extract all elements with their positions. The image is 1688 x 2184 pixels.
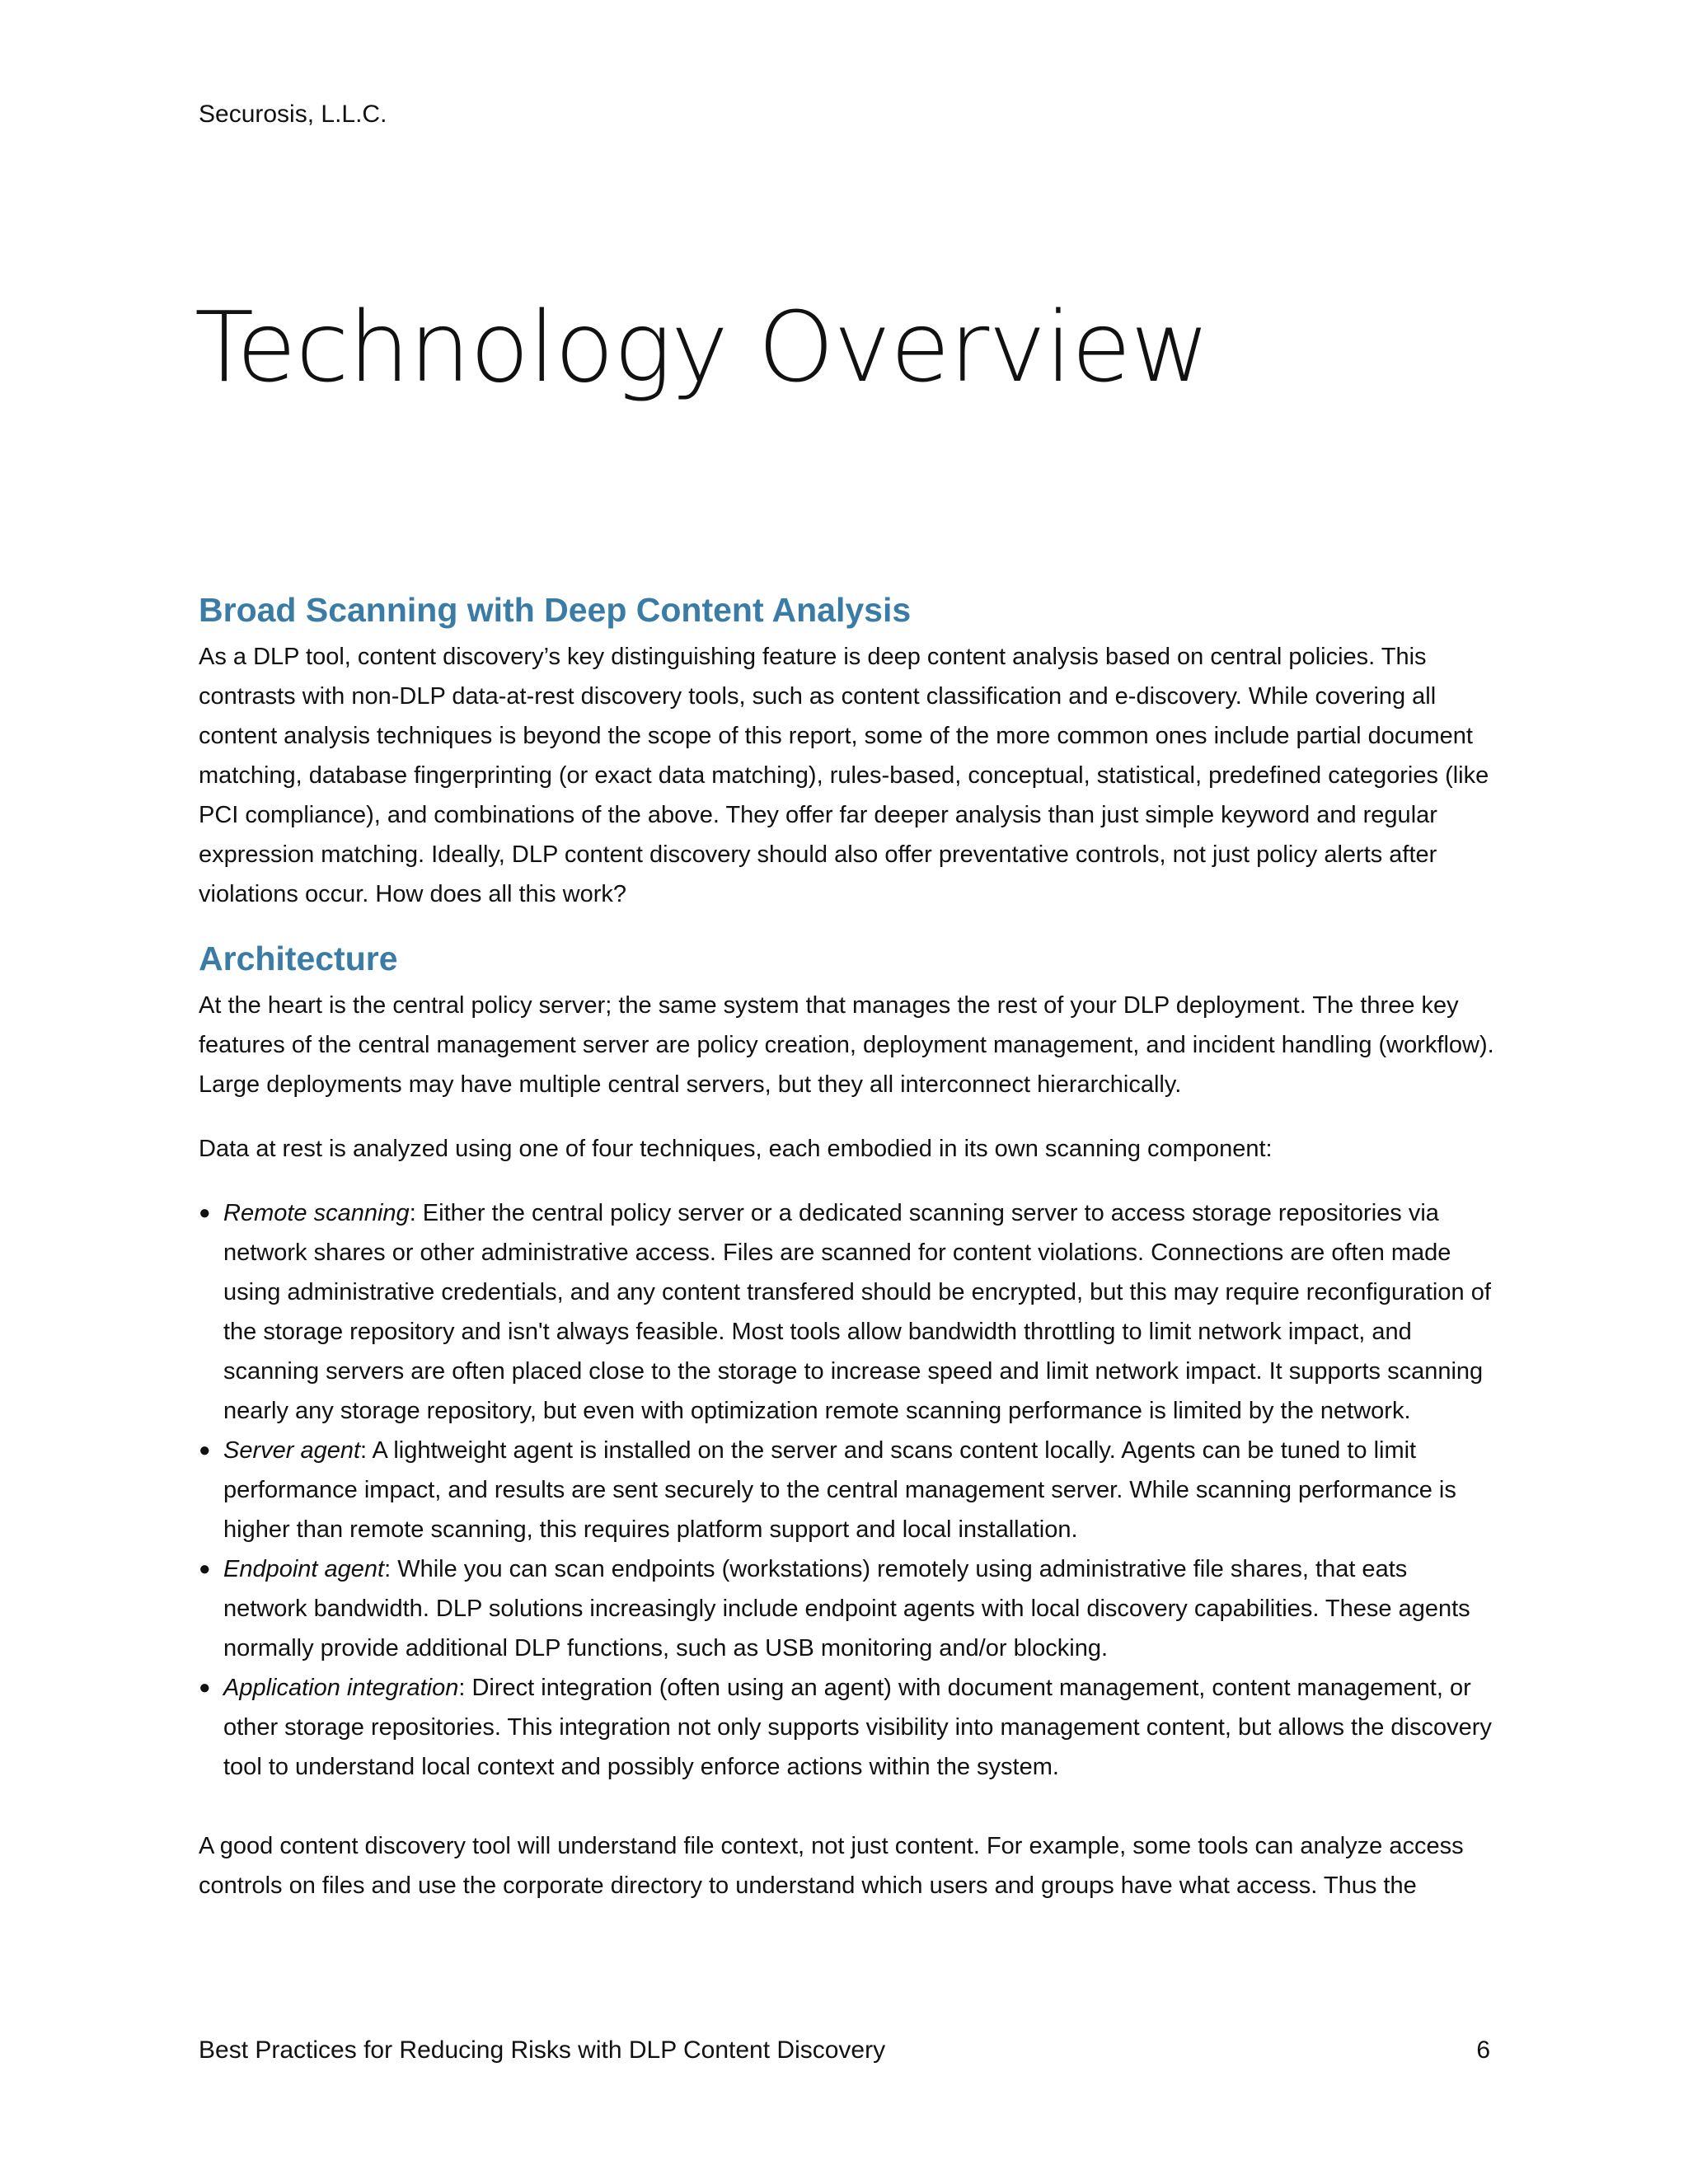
scanning-component-list [199,1193,1494,1787]
list-item-text: : While you can scan endpoints (workstations) remotely using administrative file shares, that eats network bandwidth. DLP solutions increasingly include endpoint agents with local discovery capabilities. These agents normally provide additional DLP functions, such as USB monitoring and/or blocking. [223,1556,1470,1662]
list-item-text: : A lightweight agent is installed on the server and scans content locally. Agents can be tuned to limit performance impact, and results are sent securely to the central management server. While scanning performance is higher than remote scanning, this requires platform support and local installation. [223,1437,1456,1544]
list-item-remote-scanning [199,1193,1494,1431]
list-item-term: Remote scanning [223,1200,410,1227]
section-heading-architecture: Architecture [199,940,398,978]
bullet-icon: ● [199,1202,211,1225]
running-header: Securosis, L.L.C. [199,101,387,128]
list-item-term: Endpoint agent [223,1556,385,1583]
section-heading-broad-scanning: Broad Scanning with Deep Content Analysis [199,591,912,629]
bullet-icon: ● [199,1439,211,1462]
footer-document-title: Best Practices for Reducing Risks with DLP Content Discovery [199,2036,886,2064]
section-broad-scanning [199,590,1494,914]
bullet-icon: ● [199,1558,211,1581]
bullet-icon: ● [199,1676,211,1699]
main-content [199,590,1494,1905]
list-item-endpoint-agent [199,1549,1494,1668]
list-item-text: : Either the central policy server or a dedicated scanning server to access storage repositories via network shares or other administrative access. Files are scanned for content violations. Connections are often made using administrative credentials, and any content transfered should be encrypted, but this may require reconfiguration of the storage repository and isn't always feasible. Most tools allow bandwidth throttling to limit network impact, and scanning servers are often placed close to the storage to increase speed and limit network impact. It supports scanning nearly any storage repository, but even with optimization remote scanning performance is limited by the network. [223,1200,1491,1425]
footer-page-number: 6 [1476,2036,1490,2064]
list-item-application-integration [199,1668,1494,1787]
paragraph-architecture-1: At the heart is the central policy server; the same system that manages the rest of your DLP deployment. The three key features of the central management server are policy creation, deployment management, and incident handling (workflow). Large deployments may have multiple central servers, but they all interconnect hierarchically. [199,992,1494,1099]
page-title: Technology Overview [195,290,1209,404]
paragraph-architecture-2: Data at rest is analyzed using one of four techniques, each embodied in its own scanning component: [199,1136,1273,1163]
paragraph-architecture-3: A good content discovery tool will understand file context, not just content. For example, some tools can analyze access controls on files and use the corporate directory to understand which users and groups have what access. Thus the [199,1833,1464,1900]
list-item-text: : Direct integration (often using an agent) with document management, content management, or other storage repositories. This integration not only supports visibility into management content, but allows the discovery tool to understand local context and possibly enforce actions within the system. [223,1675,1492,1781]
paragraph-broad-scanning: As a DLP tool, content discovery’s key distinguishing feature is deep content analysis based on central policies. This contrasts with non-DLP data-at-rest discovery tools, such as content classification and e-discovery. While covering all content analysis techniques is beyond the scope of this report, some of the more common ones include partial document matching, database fingerprinting (or exact data matching), rules-based, conceptual, statistical, predefined categories (like PCI compliance), and combinations of the above. They offer far deeper analysis than just simple keyword and regular expression matching. Ideally, DLP content discovery should also offer preventative controls, not just policy alerts after violations occur. How does all this work? [199,644,1489,908]
list-item-server-agent [199,1431,1494,1549]
list-item-term: Application integration [223,1675,459,1702]
list-item-term: Server agent [223,1437,361,1465]
section-architecture [199,939,1494,1905]
